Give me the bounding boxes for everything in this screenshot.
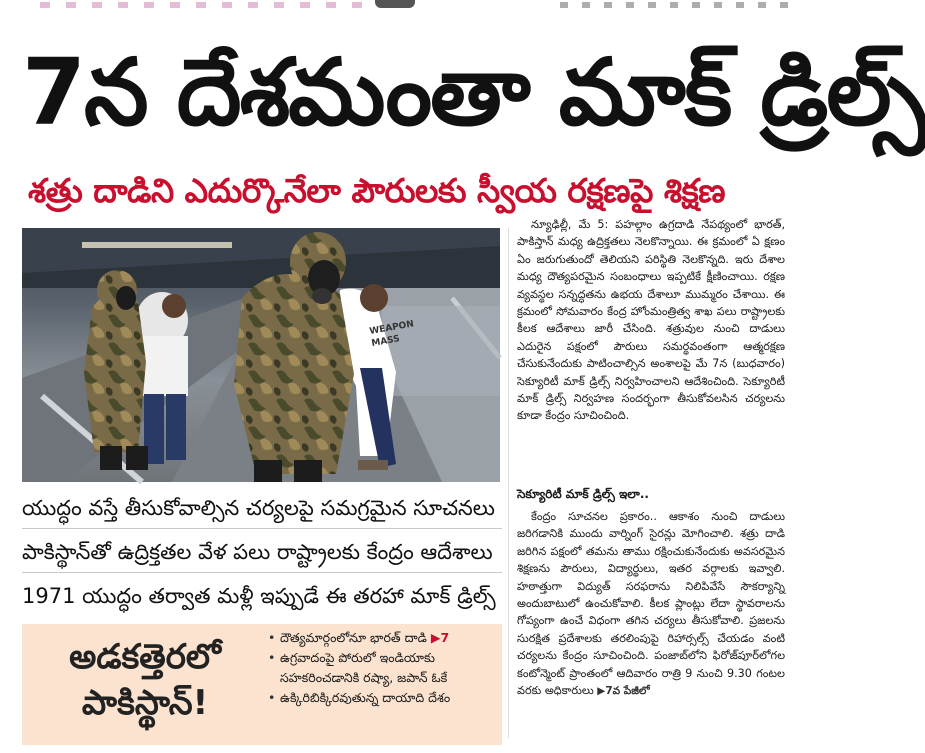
promo-title [30, 634, 260, 726]
page-ref: 7 [440, 630, 450, 645]
article-paragraph: న్యూఢిల్లీ, మే 5: పహల్గాం ఉగ్రదాడి నేపథ్యంలో భారత్, పాకిస్తాన్ మధ్య ఉద్రిక్తతలు నెలకొన్నాయి. ఈ క్రమంలో ఏ క్షణం ఏం జరుగుతుందో తెలియని పరిస్థితి నెలకొన్నది. ఇరు దేశాల మధ్య దౌత్యపరమైన సంబంధాలు ఇప్పటికే క్షీణించాయి. రక్షణ వ్యవస్థల సన్నద్ధతను ఉభయ దేశాలూ ముమ్మరం చేశాయి. ఈ క్రమంలో సోమవారం కేంద్ర హోంమంత్రిత్వ శాఖ పలు రాష్ట్రాలకు కీలక ఆదేశాలు జారీ చేసింది. శత్రువుల నుంచి దాడులు ఎదురైన పక్షంలో పౌరులు సమర్థవంతంగా ఆత్మరక్షణ చేసుకునేందుకు పాటించాల్సిన అంశాలపై మే 7న (బుధవారం) సెక్యూరిటీ మాక్ డ్రిల్స్ నిర్వహించాలని ఆదేశించింది. సెక్యూరిటీ మాక్ డ్రిల్స్ నిర్వహణ సందర్భంగా తీసుకోవలసిన చర్యలను కూడా కేంద్రం సూచించింది. [517, 218, 785, 423]
section-body [517, 508, 785, 700]
continued-label: 7వ పేజీలో [605, 685, 650, 698]
promo-item-text: దౌత్యమార్గంలోనూ భారత్ దాడి [280, 630, 427, 645]
news-photo [22, 228, 500, 482]
mock-drill-photo [22, 228, 500, 482]
highlight-line-1: యుద్ధం వస్తే తీసుకోవాల్సిన చర్యలపై సమగ్రమైన సూచనలు [22, 488, 502, 529]
promo-title-line-1: అడకత్తెరలో [69, 637, 221, 677]
page-ref-arrow: ▶ [430, 630, 441, 645]
decorative-strip-right [560, 2, 790, 8]
headline: 7న దేశమంతా మాక్ డ్రిల్స్ [22, 39, 925, 146]
promo-item[interactable] [266, 628, 502, 648]
subheadline: శత్రు దాడిని ఎదుర్కొనేలా పౌరులకు స్వీయ రక్షణపై శిక్షణ [28, 171, 726, 210]
promo-item[interactable] [266, 688, 502, 708]
section-heading: సెక్యూరిటీ మాక్ డ్రిల్స్ ఇలా.. [517, 487, 649, 501]
vest-text: WEAPON [368, 319, 415, 337]
column-divider [508, 228, 509, 738]
article-body [517, 216, 785, 425]
previous-page-strip [0, 0, 800, 18]
highlight-line-3: 1971 యుద్ధం తర్వాత మళ్లీ ఇప్పుడే ఈ తరహా మాక్ డ్రిల్స్ [22, 584, 496, 608]
promo-title-line-2: పాకిస్థాన్! [81, 683, 209, 723]
continued-on-page-link[interactable]: ▶7వ పేజీలో [597, 685, 650, 698]
promo-item-text: ఉగ్రవాదంపై పోరులో ఇండియాకు సహకరించడానికి రష్యా, జపాన్ ఓకే [280, 650, 448, 685]
related-stories-box [22, 624, 502, 745]
decorative-strip-center [375, 0, 415, 8]
promo-item[interactable] [266, 648, 502, 688]
vest-text-2: MASS [370, 334, 401, 349]
decorative-strip-left [40, 2, 370, 8]
highlight-line-2: పాకిస్థాన్‌తో ఉద్రిక్తతల వేళ పలు రాష్ట్రాలకు కేంద్రం ఆదేశాలు [22, 532, 502, 573]
promo-item-text: ఉక్కిరిబిక్కిరవుతున్న దాయాది దేశం [280, 690, 451, 705]
article-paragraph-2-text: కేంద్రం సూచనల ప్రకారం.. ఆకాశం నుంచి దాడులు జరిగడానికి ముందు వార్నింగ్ సైరన్లు మోగించాలి. శత్రు దాడి జరిగిన పక్షంలో తమను తాము రక్షించుకునేందుకు అవసరమైన శిక్షణను పౌరులు, విద్యార్థులు, ఇతర వర్గాలకు ఇవ్వాలి. హఠాత్తుగా విద్యుత్ సరఫరాను నిలిపివేసే సౌకర్యాన్ని అందుబాటులో ఉంచుకోవాలి. కీలక ప్లాంట్లు లేదా స్థావరాలను గోప్యంగా ఉంచే విధంగా తగిన చర్యలు తీసుకోవాలి. ప్రజలను సురక్షిత ప్రదేశాలకు తరలింపుపై రిహార్సల్స్ చేయడం వంటి చర్యలను కేంద్రం సూచించింది. పంజాబ్‌లోని ఫిరోజ్‌పూర్‌లోగల కంటోన్మెంట్ ప్రాంతంలో ఆదివారం రాత్రి 9 నుంచి 9.30 గంటల వరకు అధికారులు [517, 510, 785, 698]
promo-list [266, 628, 502, 708]
article-paragraph-2 [517, 508, 785, 700]
